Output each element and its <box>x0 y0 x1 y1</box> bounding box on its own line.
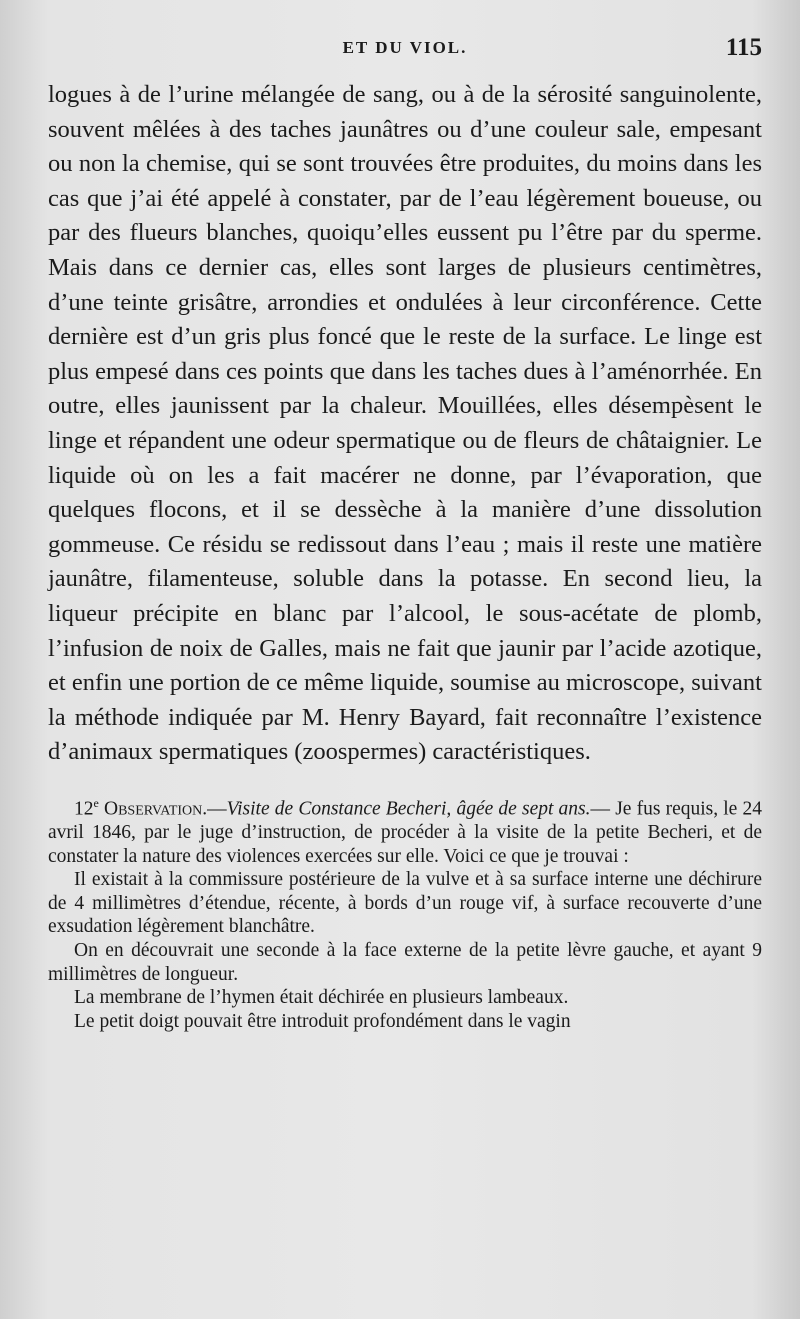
observation-paragraph-3: La membrane de l’hymen était déchirée en plusieurs lambeaux. <box>74 987 569 1009</box>
observation-dash: — <box>207 798 227 820</box>
observation-number: 12 <box>74 798 94 820</box>
page-header <box>48 34 762 78</box>
observation-paragraph-1: Il existait à la commissure postérieure de la vulve et à sa surface interne une déchirure de 4 millimètres d’étendue, récente, à bords d’un rouge vif, à surface recouverte d’une exsudation légèrement blanchâtre. <box>48 869 762 938</box>
observation-title: Visite de Constance Becheri, âgée de sept ans. <box>226 798 591 820</box>
observation-section <box>48 792 762 1033</box>
observation-paragraph-4: Le petit doigt pouvait être introduit profondément dans le vagin <box>74 1010 571 1032</box>
observation-dash-end: — <box>590 798 611 820</box>
running-title: ET DU VIOL. <box>342 38 468 57</box>
paragraph-main: logues à de l’urine mélangée de sang, ou à de la sérosité sanguinolente, souvent mêlées à des taches jaunâtres ou d’une couleur sale, empesant ou non la chemise, qui se sont trouvées être produites, du moins dans les cas que j’ai été appelé à constater, par de l’eau légèrement boueuse, ou par des flueurs blanches, quoiqu’elles eussent pu l’être par du sperme. Mais dans ce dernier cas, elles sont larges de plusieurs centimètres, d’une teinte grisâtre, arrondies et ondulées à leur circonférence. Cette dernière est d’un gris plus foncé que le reste de la surface. Le linge est plus empesé dans ces points que dans les taches dues à l’aménorrhée. En outre, elles jaunissent par la chaleur. Mouillées, elles désempèsent le linge et répandent une odeur spermatique ou de fleurs de châtaignier. Le liquide où on les a fait macérer ne donne, par l’évaporation, que quelques flocons, et il se dessèche à la manière d’une dissolution gommeuse. Ce résidu se redissout dans l’eau ; mais il reste une matière jaunâtre, filamenteuse, soluble dans la potasse. En second lieu, la liqueur précipite en blanc par l’alcool, le sous-acétate de plomb, l’infusion de noix de Galles, mais ne fait que jaunir par l’acide azotique, et enfin une portion de ce même liquide, soumise au microscope, suivant la méthode indiquée par M. Henry Bayard, fait reconnaître l’existence d’animaux spermatiques (zoospermes) caractéristiques. <box>48 81 762 766</box>
observation-label: Observation. <box>98 798 208 820</box>
main-text <box>48 78 762 770</box>
observation-intro: Je fus requis, le 24 avril 1846, par le juge d’instruction, de procéder à la visite de la petite Becheri, et de constater la nature des violences exercées sur elle. Voici ce que je trouvai : <box>48 798 762 867</box>
page-number: 115 <box>725 34 762 61</box>
observation-paragraph-2: On en découvrait une seconde à la face externe de la petite lèvre gauche, et ayant 9 millimètres de longueur. <box>48 939 762 985</box>
observation-heading <box>48 792 762 868</box>
observation-ordinal: e <box>93 795 99 810</box>
